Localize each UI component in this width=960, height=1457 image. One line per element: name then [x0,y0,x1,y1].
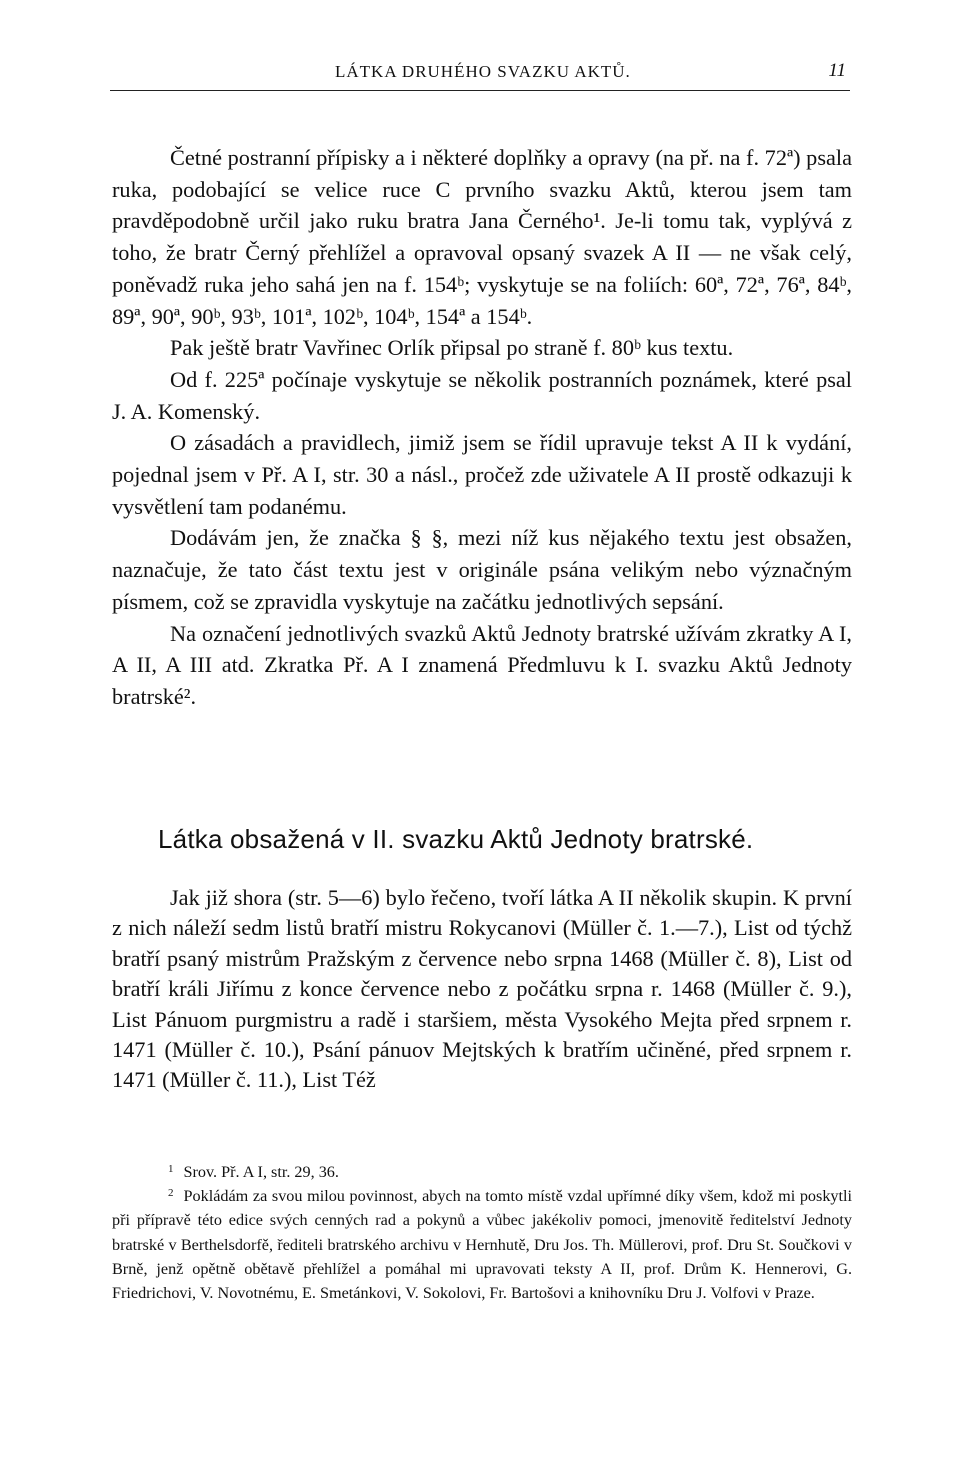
paragraph: Jak již shora (str. 5—6) bylo řečeno, tvoří látka A II několik skupin. K první z nich náleží sedm listů bratří mistru Rokycanovi (Müller č. 1.—7.), List od týchž bratří psaný mistrům Pražským z července nebo srpna 1468 (Müller č. 8), List od bratří králi Jiřímu z konce července nebo z počátku srpna r. 1468 (Müller č. 9.), List Pánuom purgmistru a radě i staršiem, města Vysokého Mejta před srpnem r. 1471 (Müller č. 10.), Psání pánuov Mejtských k bratřím učiněné, před srpnem r. 1471 (Müller č. 11.), List Též [112,885,852,1093]
header-rule [110,90,850,91]
intro-text [112,142,852,713]
paragraph: Pak ještě bratr Vavřinec Orlík připsal po straně f. 80ᵇ kus textu. [170,335,734,361]
paragraph: Na označení jednotlivých svazků Aktů Jednoty bratrské užívám zkratky A I, A II, A III atd. Zkratka Př. A I znamená Předmluvu k I. svazku Aktů Jednoty bratrské². [112,620,852,709]
footnote-mark: 2 [168,1187,174,1200]
section-heading: Látka obsažená v II. svazku Aktů Jednoty bratrské. [158,824,754,854]
running-title: LÁTKA DRUHÉHO SVAZKU AKTŮ. [335,62,631,81]
paragraph: Dodávám jen, že značka § §, mezi níž kus nějakého textu jest obsažen, naznačuje, že tato část textu jest v originále psána velikým nebo význačným písmem, což se zpravidla vyskytuje na začátku jednotlivých sepsání. [112,525,852,614]
paragraph: Od f. 225ª počínaje vyskytuje se několik postranních poznámek, které psal J. A. Komenský. [112,366,852,424]
paragraph: Četné postranní přípisky a i některé doplňky a opravy (na př. na f. 72ª) psala ruka, podobající se velice ruce C prvního svazku Aktů, kterou jsem tam pravděpodobně určil jako ruku bratra Jana Černého¹. Je-li tomu tak, vyplývá z toho, že bratr Černý přehlížel a opravoval opsaný svazek A II — ne však celý, poněvadž ruka jeho sahá jen na f. 154ᵇ; vyskytuje se na foliích: 60ª, 72ª, 76ª, 84ᵇ, 89ª, 90ª, 90ᵇ, 93ᵇ, 101ª, 102ᵇ, 104ᵇ, 154ª a 154ᵇ. [112,145,852,329]
footnote-text: Srov. Př. A I, str. 29, 36. [183,1163,339,1181]
running-head [110,56,850,96]
footnote [112,1160,852,1184]
footnote-mark: 1 [168,1163,174,1175]
footnotes [112,1160,852,1305]
paragraph: O zásadách a pravidlech, jimiž jsem se řídil upravuje tekst A II k vydání, pojednal jsem v Př. A I, str. 30 a násl., pročež zde uživatele A II prostě odkazuji k vysvětlení tam podanému. [112,430,852,519]
footnote-text: Pokládám za svou milou povinnost, abych na tomto místě vzdal upřímné díky všem, kdož mi poskytli při přípravě této edice svých cenných rad a pokynů a vůbec jakékoliv pomoci, jmenovitě ředitelství Jednoty bratrské v Berthelsdorfě, řediteli bratrského archivu v Hernhutě, Dru Jos. Th. Müllerovi, prof. Dru St. Součkovi v Brně, jenž opětně obětavě přehlížel a pomáhal mi upravovati teksty A II, prof. Drům K. Hennerovi, G. Friedrichovi, V. Novotnému, E. Smetánkovi, V. Sokolovi, Fr. Bartošovi a knihovníku Dru J. Volfovi v Praze. [112,1187,852,1303]
page-number: 11 [828,60,846,81]
section-text [112,883,852,1096]
footnote [112,1184,852,1305]
